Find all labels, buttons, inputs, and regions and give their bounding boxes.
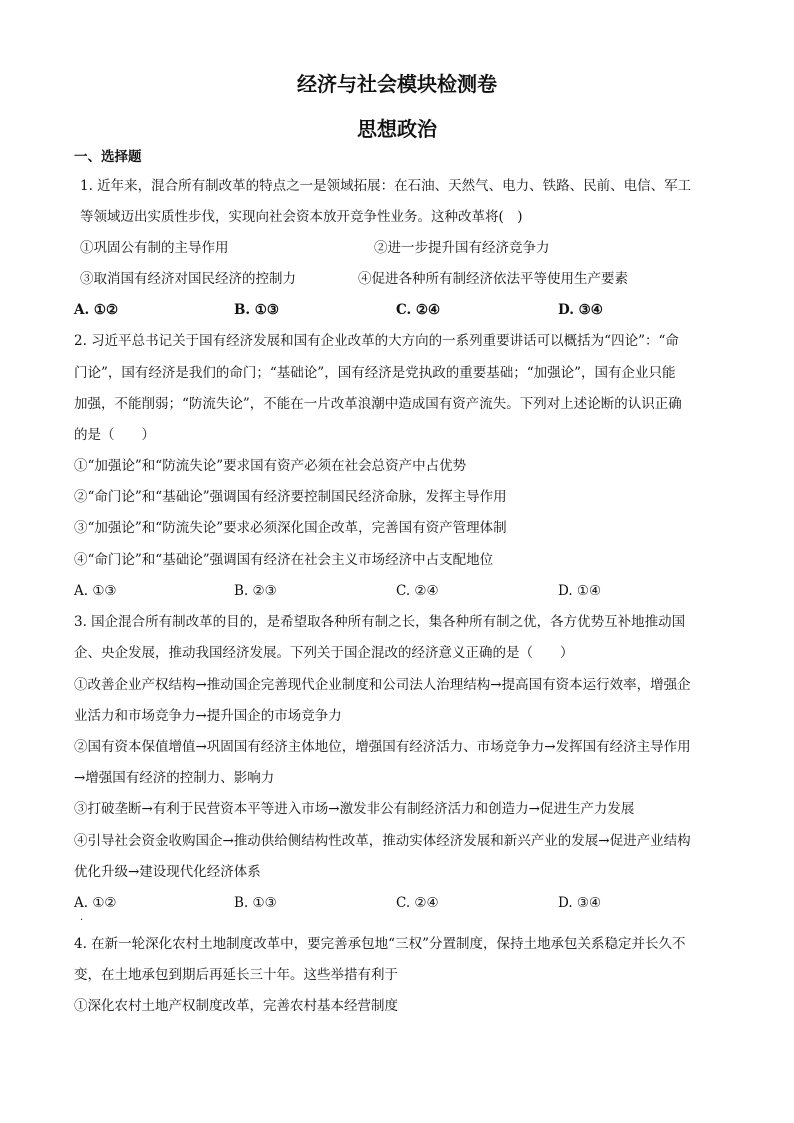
q2-item-2: ②“命门论”和“基础论”强调国有经济要控制国民经济命脉，发挥主导作用 [74,489,507,505]
q1-item-1: ①巩固公有制的主导作用 [80,240,229,256]
q3-item-1-line1: ①改善企业产权结构→推动国企完善现代企业制度和公司法人治理结构→提高国有资本运行效率，增强企 [74,677,691,693]
section-title: 一、选择题 [74,149,142,165]
q2-option-c: C. ②④ [396,583,439,599]
q1-option-b: B. ①③ [234,302,280,318]
q3-item-2-line1: ②国有资本保值增值→巩固国有经济主体地位，增强国有经济活力、市场竞争力→发挥国有经济主导作用 [74,739,691,755]
q4-item-1: ①深化农村土地产权制度改革，完善农村基本经营制度 [74,998,398,1014]
stray-mark: . [80,912,84,923]
q2-stem-line4: 的是（ ） [74,427,155,443]
q3-item-1-line2: 业活力和市场竞争力→提升国企的市场竞争力 [74,708,342,724]
q1-stem-line1: 1. 近年来，混合所有制改革的特点之一是领域拓展：在石油、天然气、电力、铁路、民前、电信、军工 [80,178,692,194]
q2-stem-line3: 加强，不能削弱；“防流失论”，不能在一片改革浪潮中造成国有资产流失。下列对上述论断的认识正确 [74,396,682,412]
q2-stem-line1: 2. 习近平总书记关于国有经济发展和国有企业改革的大方向的一系列重要讲话可以概括为“四论”：“命 [74,333,679,349]
q2-option-d: D. ①④ [558,583,602,599]
q2-item-3: ③“加强论”和“防流失论”要求必须深化国企改革，完善国有资产管理体制 [74,520,507,536]
q3-item-4-line2: 优化升级→建设现代化经济体系 [74,864,261,880]
q2-option-b: B. ②③ [234,583,277,599]
q3-stem-line1: 3. 国企混合所有制改革的目的，是希望取各种所有制之长，集各种所有制之优，各方优势互补地推动国 [74,614,686,630]
q3-option-c: C. ②④ [396,895,439,911]
q1-item-2: ②进一步提升国有经济竞争力 [374,240,550,256]
q1-option-c: C. ②④ [396,302,441,318]
page-subtitle: 思想政治 [357,117,437,141]
q3-item-2-line2: →增强国有经济的控制力、影响力 [74,770,275,786]
q1-item-4: ④促进各种所有制经济依法平等使用生产要素 [358,271,628,287]
q2-stem-line2: 门论”，国有经济是我们的命门；“基础论”，国有经济是党执政的重要基础；“加强论”，国有企业只能 [74,365,676,381]
q3-option-b: B. ①③ [234,895,277,911]
q1-option-d: D. ③④ [558,302,603,318]
q3-option-d: D. ③④ [558,895,602,911]
q3-item-4-line1: ④引导社会资金收购国企→推动供给侧结构性改革，推动实体经济发展和新兴产业的发展→促进产业结构 [74,833,691,849]
q1-stem-line2: 等领域迈出实质性步伐，实现向社会资本放开竞争性业务。这种改革将( ) [80,209,523,225]
page-title: 经济与社会模块检测卷 [297,72,497,96]
q1-item-3: ③取消国有经济对国民经济的控制力 [80,271,296,287]
q1-option-a: A. ①② [74,302,119,318]
q3-stem-line2: 企、央企发展，推动我国经济发展。下列关于国企混改的经济意义正确的是（ ） [74,645,574,661]
q3-option-a: A. ①② [74,895,117,911]
q2-option-a: A. ①③ [74,583,117,599]
q4-stem-line2: 变，在土地承包到期后再延长三十年。这些举措有利于 [74,967,398,983]
q3-item-3: ③打破垄断→有利于民营资本平等进入市场→激发非公有制经济活力和创造力→促进生产力发展 [74,801,635,817]
q4-stem-line1: 4. 在新一轮深化农村土地制度改革中，要完善承包地“三权”分置制度，保持土地承包关系稳定并长久不 [74,936,686,952]
q2-item-4: ④“命门论”和“基础论”强调国有经济在社会主义市场经济中占支配地位 [74,552,494,568]
q2-item-1: ①“加强论”和“防流失论”要求国有资产必须在社会总资产中占优势 [74,458,467,474]
